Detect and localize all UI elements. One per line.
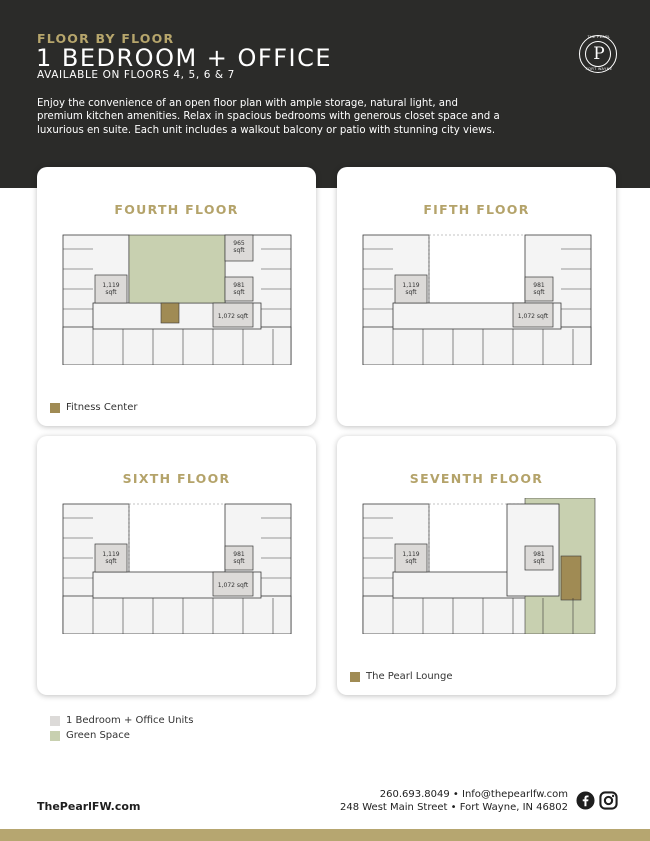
floor-plan-fifth [357,229,597,365]
floor-plan-fourth [57,229,297,365]
floor-title: SEVENTH FLOOR [409,471,544,486]
unit-label-1119: 1,119 sqft [102,551,120,565]
unit-label-1072: 1,072 sqft [217,313,249,320]
page-title: 1 BEDROOM + OFFICE [36,44,333,72]
bottom-bar [363,327,591,365]
unit-label-1119: 1,119 sqft [402,551,420,565]
unit-label-981: 981 sqft [533,551,545,565]
contact-address: 248 West Main Street • Fort Wayne, IN 46802 [339,801,568,813]
floor-plan-sixth [57,498,297,634]
logo-bottom-text: FORT WAYNE [585,67,613,71]
page-subtitle: AVAILABLE ON FLOORS 4, 5, 6 & 7 [37,69,235,81]
kicker: FLOOR BY FLOOR [37,31,175,46]
pearl-logo [579,35,617,73]
logo-ring [585,41,611,67]
instagram-icon[interactable] [599,791,618,810]
unit-label-1072: 1,072 sqft [217,582,249,589]
facebook-icon[interactable] [576,791,595,810]
bottom-bar [63,327,291,365]
green-space [129,235,225,303]
floor-card-seventh [337,436,616,695]
contact-phone-email[interactable]: 260.693.8049 • Info@thepearlfw.com [379,789,568,800]
unit-label-981: 981 sqft [233,282,245,296]
floor-title: FOURTH FLOOR [114,202,239,217]
unit-label-981: 981 sqft [533,282,545,296]
legend-label: Fitness Center [66,402,138,413]
fitness-center [161,303,179,323]
floor-plan-seventh [357,498,597,634]
fitness-swatch [50,403,60,413]
key-green-label: Green Space [66,730,130,741]
lounge-swatch [350,672,360,682]
units-swatch [50,716,60,726]
header-band [0,0,650,188]
footer-bar [0,829,650,841]
green-swatch [50,731,60,741]
unit-label-1119: 1,119 sqft [402,282,420,296]
key-units [50,715,193,726]
floor-title: FIFTH FLOOR [423,202,530,217]
pearl-lounge [561,556,581,600]
floor-title: SIXTH FLOOR [122,471,231,486]
unit-label-965: 965 sqft [233,240,245,254]
floor-card-fifth [337,167,616,426]
contact-block [340,789,568,814]
floor-card-fourth [37,167,316,426]
bottom-bar [63,596,291,634]
key-units-label: 1 Bedroom + Office Units [66,715,194,726]
unit-label-1072: 1,072 sqft [517,313,549,320]
intro-text: Enjoy the convenience of an open floor plan with ample storage, natural light, and premium kitchen amenities. Relax in spacious bedrooms with generous closet space and a luxurious en suite. Each unit includes a walkout balcony or patio with stunning city views. [37,98,500,136]
logo-letter: P [593,44,605,64]
logo-top-text: THE PEARL [587,35,611,39]
floor-card-sixth [37,436,316,695]
legend-lounge [350,671,453,682]
legend-fitness [50,402,137,413]
website-link[interactable]: ThePearlFW.com [37,800,141,813]
unit-label-981: 981 sqft [233,551,245,565]
unit-label-1119: 1,119 sqft [102,282,120,296]
key-green [50,730,130,741]
legend-label: The Pearl Lounge [366,671,453,682]
